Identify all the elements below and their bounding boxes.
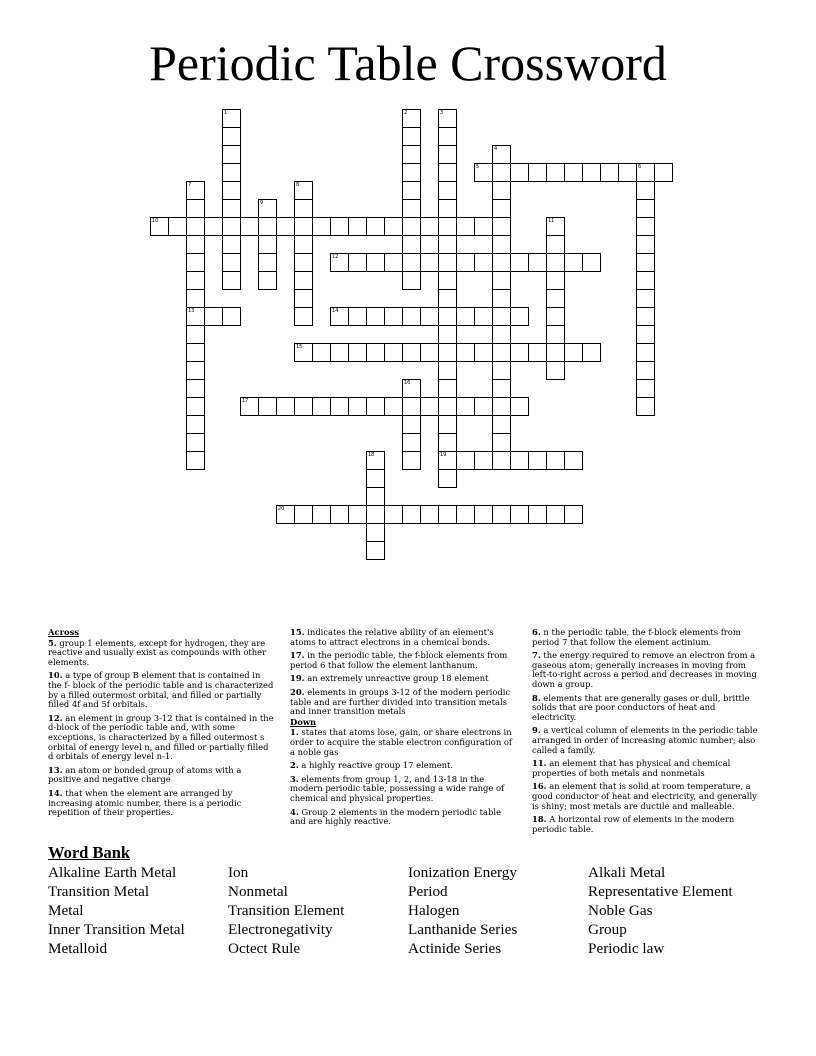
crossword-cell[interactable] [438, 505, 457, 524]
clues-column-2 [290, 628, 516, 831]
crossword-cell[interactable] [474, 451, 493, 470]
crossword-cell[interactable] [510, 163, 529, 182]
crossword-cell[interactable] [636, 361, 655, 380]
crossword-cell[interactable] [186, 343, 205, 362]
crossword-cell[interactable] [510, 397, 529, 416]
word-bank-item: Electronegativity [228, 921, 333, 938]
crossword-cell[interactable] [654, 163, 673, 182]
crossword-cell[interactable] [402, 271, 421, 290]
crossword-cell[interactable] [636, 199, 655, 218]
crossword-cell[interactable] [492, 199, 511, 218]
crossword-cell[interactable] [438, 253, 457, 272]
crossword-cell[interactable] [366, 217, 385, 236]
crossword-cell[interactable] [366, 523, 385, 542]
clue-across-12: 12. an element in group 3-12 that is contained in the d-block of the periodic table and, with some exceptions, is characterized by a filled outermost s orbital of energy level n, and filled or partially filled d orbitals of energy level n-1. [48, 712, 274, 762]
word-bank-column-2 [228, 863, 344, 958]
word-bank-item: Halogen [408, 902, 460, 919]
crossword-cell[interactable] [438, 307, 457, 326]
crossword-cell[interactable] [438, 127, 457, 146]
crossword-cell[interactable] [222, 271, 241, 290]
crossword-cell[interactable] [420, 307, 439, 326]
crossword-cell[interactable] [276, 397, 295, 416]
crossword-cell[interactable] [366, 343, 385, 362]
crossword-cell[interactable] [222, 307, 241, 326]
crossword-cell[interactable] [222, 253, 241, 272]
clue-down-3: 3. elements from group 1, 2, and 13-18 in the modern periodic table, possessing a wide range of chemical and physical properties. [290, 773, 505, 803]
crossword-cell[interactable] [636, 307, 655, 326]
crossword-cell[interactable] [168, 217, 187, 236]
crossword-cell[interactable] [186, 253, 205, 272]
word-bank-item: Actinide Series [408, 940, 502, 957]
crossword-cell[interactable] [258, 397, 277, 416]
crossword-cell[interactable] [222, 145, 241, 164]
crossword-cell[interactable] [438, 289, 457, 308]
crossword-cell[interactable] [438, 397, 457, 416]
crossword-cell[interactable] [456, 505, 475, 524]
crossword-cell[interactable] [186, 415, 205, 434]
crossword-cell[interactable] [474, 343, 493, 362]
word-bank-item: Ionization Energy [408, 864, 517, 881]
crossword-cell[interactable] [366, 307, 385, 326]
crossword-cell[interactable] [402, 307, 421, 326]
clue-down-2: 2. a highly reactive group 17 element. [290, 760, 454, 771]
crossword-cell[interactable] [204, 217, 223, 236]
word-bank-column-4 [588, 863, 733, 958]
clue-number: 4 [494, 146, 498, 152]
word-bank-item: Metalloid [48, 940, 108, 957]
crossword-cell[interactable] [456, 397, 475, 416]
crossword-cell[interactable] [456, 451, 475, 470]
crossword-cell[interactable] [186, 451, 205, 470]
clue-number: 15 [296, 344, 303, 350]
crossword-cell[interactable] [222, 181, 241, 200]
clue-across-10: 10. a type of group B element that is contained in the f- block of the periodic table and is characterized by a filled outermost orbital, and filled or partially filled 4f and 5f orbitals. [48, 670, 274, 710]
crossword-cell[interactable] [186, 235, 205, 254]
word-bank-item: Metal [48, 902, 84, 919]
word-bank-item: Octect Rule [228, 940, 301, 957]
crossword-cell[interactable] [636, 397, 655, 416]
crossword-cell[interactable] [222, 217, 241, 236]
crossword-cell[interactable] [438, 361, 457, 380]
crossword-cell[interactable] [366, 397, 385, 416]
crossword-cell[interactable] [366, 505, 385, 524]
clue-number: 16 [404, 380, 411, 386]
crossword-cell[interactable] [420, 343, 439, 362]
crossword-cell[interactable] [330, 505, 349, 524]
crossword-cell[interactable] [546, 451, 565, 470]
clue-number: 6 [638, 164, 642, 170]
crossword-cell[interactable] [186, 271, 205, 290]
crossword-cell[interactable] [474, 397, 493, 416]
clue-number: 11 [548, 218, 555, 224]
crossword-cell[interactable] [330, 397, 349, 416]
crossword-cell[interactable] [546, 505, 565, 524]
crossword-cell[interactable] [492, 433, 511, 452]
crossword-cell[interactable] [438, 433, 457, 452]
crossword-cell[interactable] [636, 325, 655, 344]
crossword-cell[interactable] [546, 289, 565, 308]
crossword-cell[interactable] [294, 397, 313, 416]
crossword-cell[interactable] [528, 163, 547, 182]
word-bank-title: Word Bank [48, 843, 131, 862]
clue-number: 18 [368, 452, 375, 458]
crossword-cell[interactable] [510, 343, 529, 362]
crossword-cell[interactable] [294, 235, 313, 254]
crossword-cell[interactable] [456, 217, 475, 236]
crossword-cell[interactable] [186, 397, 205, 416]
clue-number: 3 [440, 110, 444, 116]
clue-number: 13 [188, 308, 195, 314]
crossword-cell[interactable] [492, 379, 511, 398]
crossword-cell[interactable] [384, 343, 403, 362]
crossword-cell[interactable] [474, 505, 493, 524]
crossword-cell[interactable] [564, 451, 583, 470]
crossword-cell[interactable] [402, 415, 421, 434]
crossword-cell[interactable] [258, 271, 277, 290]
crossword-cell[interactable] [384, 307, 403, 326]
crossword-cell[interactable] [438, 217, 457, 236]
crossword-cell[interactable] [564, 253, 583, 272]
crossword-cell[interactable] [510, 505, 529, 524]
crossword-cell[interactable] [402, 181, 421, 200]
clue-down-4: 4. Group 2 elements in the modern periodic table and are highly reactive. [290, 806, 502, 827]
crossword-cell[interactable] [510, 451, 529, 470]
crossword-cell[interactable] [528, 253, 547, 272]
clue-down-1: 1. states that atoms lose, gain, or share electrons in order to acquire the stable electron configuration of a noble gas [290, 727, 513, 757]
crossword-cell[interactable] [348, 343, 367, 362]
crossword-cell[interactable] [492, 307, 511, 326]
clue-across-20: 20. elements in groups 3-12 of the modern periodic table and are further divided into transition metals and inner transition metals [290, 686, 511, 717]
crossword-cell[interactable] [294, 307, 313, 326]
crossword-cell[interactable] [546, 343, 565, 362]
clue-down-7: 7. the energy required to remove an electron from a gaseous atom; generally increases in moving from left-to-right across a period and decreases in moving down a group. [532, 650, 757, 689]
crossword-cell[interactable] [348, 505, 367, 524]
clue-down-6: 6. n the periodic table, the f-block elements from period 7 that follow the element actinium. [532, 627, 741, 647]
word-bank-item: Inner Transition Metal [48, 921, 185, 938]
crossword-cell[interactable] [582, 343, 601, 362]
crossword-cell[interactable] [438, 163, 457, 182]
crossword-cell[interactable] [474, 253, 493, 272]
clue-number: 19 [440, 452, 447, 458]
crossword-cell[interactable] [384, 505, 403, 524]
crossword-cell[interactable] [636, 289, 655, 308]
crossword-cell[interactable] [312, 343, 331, 362]
crossword-cell[interactable] [366, 469, 385, 488]
word-bank-item: Periodic law [588, 940, 665, 957]
word-bank-item: Ion [228, 864, 249, 881]
word-bank-item: Alkaline Earth Metal [48, 864, 177, 881]
crossword-cell[interactable] [384, 217, 403, 236]
crossword-cell[interactable] [600, 163, 619, 182]
crossword-cell[interactable] [636, 217, 655, 236]
crossword-cell[interactable] [294, 289, 313, 308]
crossword-cell[interactable] [420, 397, 439, 416]
crossword-cell[interactable] [636, 271, 655, 290]
clue-down-8: 8. elements that are generally gases or dull, brittle solids that are poor conductors of heat and electricity. [532, 692, 750, 722]
crossword-cell[interactable] [402, 397, 421, 416]
crossword-cell[interactable] [186, 433, 205, 452]
crossword-cell[interactable] [510, 307, 529, 326]
crossword-cell[interactable] [636, 253, 655, 272]
crossword-cell[interactable] [546, 307, 565, 326]
crossword-cell[interactable] [492, 271, 511, 290]
clue-across-14: 14. that when the element are arranged by increasing atomic number, there is a periodic repetition of their properties. [48, 787, 242, 818]
crossword-cell[interactable] [186, 325, 205, 344]
page-title: Periodic Table Crossword [149, 35, 667, 91]
crossword-cell[interactable] [294, 271, 313, 290]
crossword-cell[interactable] [438, 145, 457, 164]
crossword-cell[interactable] [636, 343, 655, 362]
crossword-cell[interactable] [546, 253, 565, 272]
crossword-cell[interactable] [546, 325, 565, 344]
crossword-cell[interactable] [618, 163, 637, 182]
clue-number: 1 [224, 110, 228, 116]
crossword-cell[interactable] [636, 235, 655, 254]
crossword-cell[interactable] [474, 217, 493, 236]
crossword-cell[interactable] [366, 253, 385, 272]
crossword-cell[interactable] [222, 235, 241, 254]
clue-number: 2 [404, 110, 408, 116]
word-bank-column-1 [48, 863, 185, 958]
crossword-cell[interactable] [348, 397, 367, 416]
crossword-cell[interactable] [258, 253, 277, 272]
crossword-cell[interactable] [438, 343, 457, 362]
crossword-cell[interactable] [438, 325, 457, 344]
crossword-cell[interactable] [420, 217, 439, 236]
clue-number: 20 [278, 506, 285, 512]
clue-across-13: 13. an atom or bonded group of atoms with a positive and negative charge [48, 764, 242, 785]
crossword-cell[interactable] [186, 217, 205, 236]
crossword-cell[interactable] [636, 379, 655, 398]
crossword-cell[interactable] [186, 379, 205, 398]
across-heading: Across [48, 627, 80, 637]
crossword-cell[interactable] [294, 253, 313, 272]
crossword-cell[interactable] [564, 343, 583, 362]
crossword-cell[interactable] [420, 505, 439, 524]
crossword-cell[interactable] [492, 181, 511, 200]
crossword-cell[interactable] [402, 235, 421, 254]
crossword-cell[interactable] [456, 307, 475, 326]
crossword-cell[interactable] [402, 127, 421, 146]
clue-down-11: 11. an element that has physical and chemical properties of both metals and nonmetals [532, 758, 731, 778]
clue-number: 14 [332, 308, 339, 314]
crossword-cell[interactable] [402, 145, 421, 164]
crossword-cell[interactable] [348, 217, 367, 236]
crossword-cell[interactable] [366, 541, 385, 560]
clue-number: 8 [296, 182, 300, 188]
clue-down-9: 9. a vertical column of elements in the periodic table arranged in order of increasing atomic number; also called a family. [532, 725, 758, 755]
word-bank-item: Noble Gas [588, 902, 653, 919]
crossword-cell[interactable] [420, 253, 439, 272]
crossword-cell[interactable] [384, 397, 403, 416]
crossword-cell[interactable] [492, 325, 511, 344]
crossword-cell[interactable] [438, 415, 457, 434]
crossword-cell[interactable] [582, 253, 601, 272]
clue-number: 5 [476, 164, 480, 170]
crossword-cell[interactable] [402, 343, 421, 362]
crossword-cell[interactable] [402, 505, 421, 524]
crossword-cell[interactable] [186, 289, 205, 308]
crossword-cell[interactable] [222, 127, 241, 146]
crossword-cell[interactable] [348, 307, 367, 326]
crossword-cell[interactable] [330, 217, 349, 236]
crossword-cell[interactable] [492, 397, 511, 416]
crossword-cell[interactable] [546, 271, 565, 290]
clue-across-5: 5. group 1 elements, except for hydrogen, they are reactive and usually exist as compounds with other elements. [48, 637, 267, 667]
crossword-cell[interactable] [312, 217, 331, 236]
crossword-cell[interactable] [312, 397, 331, 416]
word-bank-item: Alkali Metal [588, 864, 666, 881]
clue-number: 10 [152, 218, 159, 224]
crossword-cell[interactable] [546, 163, 565, 182]
crossword-cell[interactable] [528, 343, 547, 362]
crossword-cell[interactable] [492, 289, 511, 308]
crossword-cell[interactable] [312, 505, 331, 524]
crossword-cell[interactable] [492, 361, 511, 380]
crossword-cell[interactable] [492, 505, 511, 524]
crossword-cell[interactable] [402, 217, 421, 236]
crossword-cell[interactable] [294, 505, 313, 524]
crossword-cell[interactable] [438, 469, 457, 488]
word-bank-item: Representative Element [588, 883, 733, 900]
clue-number: 9 [260, 200, 264, 206]
word-bank-item: Group [588, 921, 627, 938]
word-bank-item: Transition Metal [48, 883, 150, 900]
crossword-cell[interactable] [438, 199, 457, 218]
crossword-cell[interactable] [438, 379, 457, 398]
crossword-cell[interactable] [582, 163, 601, 182]
crossword-cell[interactable] [528, 451, 547, 470]
crossword-cell[interactable] [240, 217, 259, 236]
crossword-cell[interactable] [276, 217, 295, 236]
crossword-cell[interactable] [384, 253, 403, 272]
crossword-cell[interactable] [528, 505, 547, 524]
crossword-cell[interactable] [474, 307, 493, 326]
word-bank-item: Period [408, 883, 448, 900]
crossword-cell[interactable] [258, 235, 277, 254]
down-heading: Down [290, 716, 317, 727]
clues-column-3 [532, 628, 758, 838]
crossword-cell[interactable] [438, 271, 457, 290]
crossword-cell[interactable] [456, 253, 475, 272]
crossword-cell[interactable] [438, 181, 457, 200]
crossword-cell[interactable] [546, 235, 565, 254]
crossword-cell[interactable] [492, 235, 511, 254]
crossword-cell[interactable] [402, 199, 421, 218]
crossword-cell[interactable] [402, 451, 421, 470]
crossword-cell[interactable] [402, 253, 421, 272]
crossword-cell[interactable] [492, 415, 511, 434]
crossword-cell[interactable] [294, 217, 313, 236]
clue-number: 7 [188, 182, 192, 188]
word-bank-item: Nonmetal [228, 883, 288, 900]
clue-number: 12 [332, 254, 339, 260]
crossword-cell[interactable] [186, 361, 205, 380]
clue-down-16: 16. an element that is solid at room temperature, a good conductor of heat and electricity, and generally is shiny; most metals are ductile and malleable. [532, 781, 757, 811]
crossword-cell[interactable] [330, 343, 349, 362]
crossword-cell[interactable] [456, 343, 475, 362]
word-bank-item: Lanthanide Series [408, 921, 518, 938]
crossword-cell[interactable] [492, 451, 511, 470]
crossword-cell[interactable] [204, 307, 223, 326]
crossword-cell[interactable] [438, 235, 457, 254]
word-bank-item: Transition Element [228, 902, 345, 919]
crossword-cell[interactable] [222, 163, 241, 182]
crossword-cell[interactable] [402, 433, 421, 452]
crossword-cell[interactable] [510, 253, 529, 272]
crossword-cell[interactable] [492, 163, 511, 182]
clue-down-18: 18. A horizontal row of elements in the modern periodic table. [532, 814, 735, 834]
clue-number: 17 [242, 398, 249, 404]
clue-across-19: 19. an extremely unreactive group 18 element [290, 673, 489, 684]
crossword-cell[interactable] [564, 163, 583, 182]
crossword-cell[interactable] [222, 199, 241, 218]
word-bank-column-3 [408, 863, 517, 958]
crossword-cell[interactable] [492, 343, 511, 362]
crossword-cell[interactable] [258, 217, 277, 236]
crossword-cell[interactable] [294, 199, 313, 218]
crossword-cell[interactable] [546, 361, 565, 380]
clue-across-15: 15. indicates the relative ability of an element's atoms to attract electrons in a chemical bonds. [290, 627, 494, 647]
crossword-cell[interactable] [492, 253, 511, 272]
crossword-cell[interactable] [186, 199, 205, 218]
clue-across-17: 17. in the periodic table, the f-block elements from period 6 that follow the element lanthanum. [290, 650, 508, 670]
crossword-cell[interactable] [492, 217, 511, 236]
crossword-cell[interactable] [564, 505, 583, 524]
crossword-cell[interactable] [366, 487, 385, 506]
crossword-cell[interactable] [402, 163, 421, 182]
crossword-cell[interactable] [348, 253, 367, 272]
crossword-cell[interactable] [636, 181, 655, 200]
clues-column-1 [48, 628, 274, 822]
